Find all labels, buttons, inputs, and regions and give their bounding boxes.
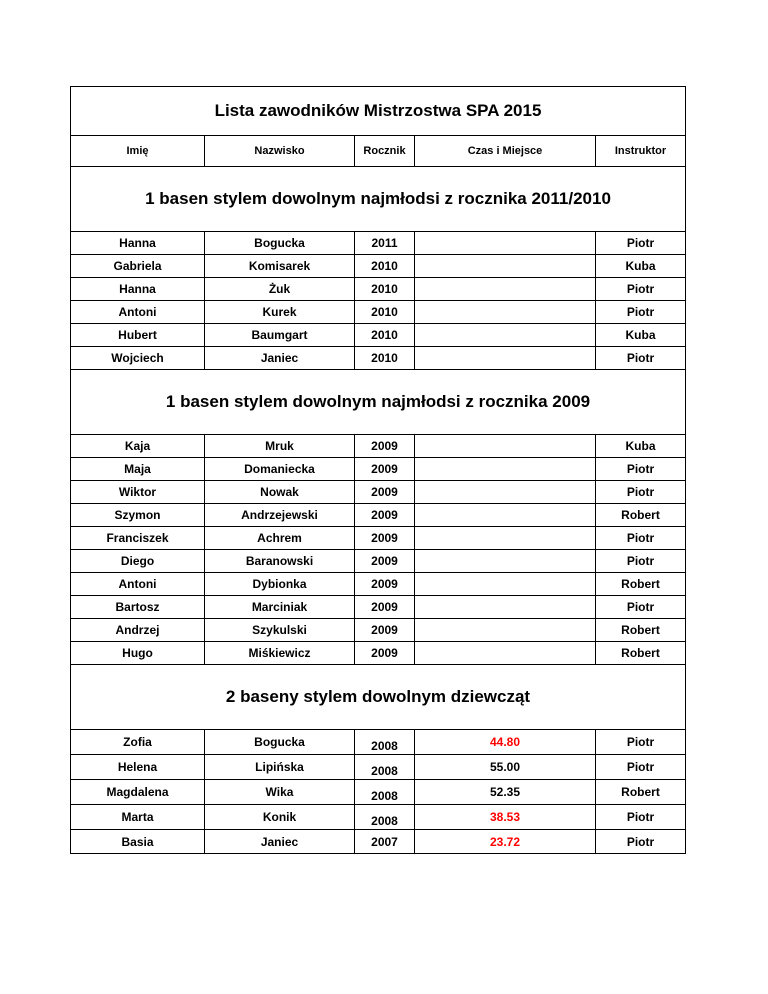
- last-name-cell: Kurek: [205, 301, 355, 324]
- section-title: 1 basen stylem dowolnym najmłodsi z rocznika 2009: [71, 370, 686, 435]
- instructor-cell: Piotr: [596, 458, 686, 481]
- last-name-cell: Janiec: [205, 347, 355, 370]
- instructor-cell: Piotr: [596, 481, 686, 504]
- last-name-cell: Janiec: [205, 830, 355, 854]
- year-cell: 2010: [355, 301, 415, 324]
- time-cell: 44.80: [415, 730, 596, 755]
- instructor-cell: Kuba: [596, 255, 686, 278]
- section-title: 2 baseny stylem dowolnym dziewcząt: [71, 665, 686, 730]
- last-name-cell: Konik: [205, 805, 355, 830]
- table-row: [71, 504, 686, 527]
- time-cell: [415, 232, 596, 255]
- last-name-cell: Baumgart: [205, 324, 355, 347]
- first-name-cell: Hanna: [71, 278, 205, 301]
- instructor-cell: Piotr: [596, 347, 686, 370]
- year-cell: 2008: [355, 805, 415, 830]
- year-cell: 2010: [355, 278, 415, 301]
- competitors-table: [70, 86, 686, 854]
- table-row: [71, 755, 686, 780]
- time-cell: [415, 347, 596, 370]
- last-name-cell: Lipińska: [205, 755, 355, 780]
- first-name-cell: Hanna: [71, 232, 205, 255]
- first-name-cell: Basia: [71, 830, 205, 854]
- last-name-cell: Miśkiewicz: [205, 642, 355, 665]
- time-cell: [415, 527, 596, 550]
- instructor-cell: Piotr: [596, 232, 686, 255]
- time-cell: 55.00: [415, 755, 596, 780]
- time-cell: [415, 550, 596, 573]
- table-row: [71, 573, 686, 596]
- year-cell: 2009: [355, 550, 415, 573]
- time-cell: 52.35: [415, 780, 596, 805]
- year-cell: 2010: [355, 324, 415, 347]
- year-cell: 2011: [355, 232, 415, 255]
- first-name-cell: Hugo: [71, 642, 205, 665]
- first-name-cell: Szymon: [71, 504, 205, 527]
- table-row: [71, 830, 686, 854]
- first-name-cell: Diego: [71, 550, 205, 573]
- table-row: [71, 805, 686, 830]
- table-row: [71, 780, 686, 805]
- instructor-cell: Piotr: [596, 755, 686, 780]
- year-cell: 2009: [355, 596, 415, 619]
- first-name-cell: Zofia: [71, 730, 205, 755]
- table-row: [71, 255, 686, 278]
- time-cell: [415, 619, 596, 642]
- table-row: [71, 596, 686, 619]
- last-name-cell: Dybionka: [205, 573, 355, 596]
- header-row: [71, 136, 686, 167]
- last-name-cell: Andrzejewski: [205, 504, 355, 527]
- first-name-cell: Marta: [71, 805, 205, 830]
- section-title: 1 basen stylem dowolnym najmłodsi z rocznika 2011/2010: [71, 167, 686, 232]
- time-cell: [415, 255, 596, 278]
- last-name-cell: Achrem: [205, 527, 355, 550]
- table-row: [71, 301, 686, 324]
- year-cell: 2008: [355, 755, 415, 780]
- instructor-cell: Piotr: [596, 278, 686, 301]
- last-name-cell: Komisarek: [205, 255, 355, 278]
- time-cell: [415, 458, 596, 481]
- last-name-cell: Bogucka: [205, 232, 355, 255]
- year-cell: 2010: [355, 347, 415, 370]
- table-row: [71, 550, 686, 573]
- first-name-cell: Antoni: [71, 301, 205, 324]
- time-cell: [415, 642, 596, 665]
- time-cell: [415, 481, 596, 504]
- last-name-cell: Żuk: [205, 278, 355, 301]
- section-header-row: [71, 665, 686, 730]
- first-name-cell: Wiktor: [71, 481, 205, 504]
- page-title: Lista zawodników Mistrzostwa SPA 2015: [71, 87, 686, 136]
- first-name-cell: Hubert: [71, 324, 205, 347]
- instructor-cell: Piotr: [596, 730, 686, 755]
- time-cell: [415, 573, 596, 596]
- year-cell: 2009: [355, 642, 415, 665]
- header-last-name: Nazwisko: [205, 136, 355, 167]
- last-name-cell: Nowak: [205, 481, 355, 504]
- header-year: Rocznik: [355, 136, 415, 167]
- year-cell: 2009: [355, 481, 415, 504]
- time-cell: [415, 324, 596, 347]
- header-time-place: Czas i Miejsce: [415, 136, 596, 167]
- table-row: [71, 619, 686, 642]
- time-cell: [415, 301, 596, 324]
- last-name-cell: Szykulski: [205, 619, 355, 642]
- year-cell: 2009: [355, 619, 415, 642]
- last-name-cell: Mruk: [205, 435, 355, 458]
- instructor-cell: Robert: [596, 642, 686, 665]
- instructor-cell: Robert: [596, 573, 686, 596]
- year-cell: 2009: [355, 527, 415, 550]
- instructor-cell: Piotr: [596, 301, 686, 324]
- instructor-cell: Kuba: [596, 324, 686, 347]
- table-row: [71, 481, 686, 504]
- instructor-cell: Robert: [596, 619, 686, 642]
- time-cell: [415, 278, 596, 301]
- last-name-cell: Wika: [205, 780, 355, 805]
- year-cell: 2009: [355, 504, 415, 527]
- table-row: [71, 324, 686, 347]
- title-row: [71, 87, 686, 136]
- year-cell: 2009: [355, 573, 415, 596]
- time-cell: [415, 504, 596, 527]
- table-row: [71, 527, 686, 550]
- last-name-cell: Marciniak: [205, 596, 355, 619]
- first-name-cell: Bartosz: [71, 596, 205, 619]
- first-name-cell: Andrzej: [71, 619, 205, 642]
- first-name-cell: Franciszek: [71, 527, 205, 550]
- first-name-cell: Antoni: [71, 573, 205, 596]
- first-name-cell: Maja: [71, 458, 205, 481]
- table-row: [71, 278, 686, 301]
- first-name-cell: Gabriela: [71, 255, 205, 278]
- first-name-cell: Wojciech: [71, 347, 205, 370]
- instructor-cell: Piotr: [596, 805, 686, 830]
- table-row: [71, 347, 686, 370]
- time-cell: 38.53: [415, 805, 596, 830]
- first-name-cell: Kaja: [71, 435, 205, 458]
- first-name-cell: Helena: [71, 755, 205, 780]
- table-row: [71, 458, 686, 481]
- section-header-row: [71, 370, 686, 435]
- year-cell: 2010: [355, 255, 415, 278]
- instructor-cell: Robert: [596, 504, 686, 527]
- year-cell: 2009: [355, 458, 415, 481]
- table-row: [71, 435, 686, 458]
- year-cell: 2008: [355, 780, 415, 805]
- last-name-cell: Bogucka: [205, 730, 355, 755]
- year-cell: 2007: [355, 830, 415, 854]
- instructor-cell: Robert: [596, 780, 686, 805]
- section-header-row: [71, 167, 686, 232]
- header-instructor: Instruktor: [596, 136, 686, 167]
- header-first-name: Imię: [71, 136, 205, 167]
- table-row: [71, 232, 686, 255]
- instructor-cell: Kuba: [596, 435, 686, 458]
- time-cell: 23.72: [415, 830, 596, 854]
- instructor-cell: Piotr: [596, 550, 686, 573]
- year-cell: 2009: [355, 435, 415, 458]
- year-cell: 2008: [355, 730, 415, 755]
- time-cell: [415, 435, 596, 458]
- last-name-cell: Domaniecka: [205, 458, 355, 481]
- instructor-cell: Piotr: [596, 527, 686, 550]
- time-cell: [415, 596, 596, 619]
- instructor-cell: Piotr: [596, 830, 686, 854]
- last-name-cell: Baranowski: [205, 550, 355, 573]
- table-row: [71, 642, 686, 665]
- table-row: [71, 730, 686, 755]
- instructor-cell: Piotr: [596, 596, 686, 619]
- first-name-cell: Magdalena: [71, 780, 205, 805]
